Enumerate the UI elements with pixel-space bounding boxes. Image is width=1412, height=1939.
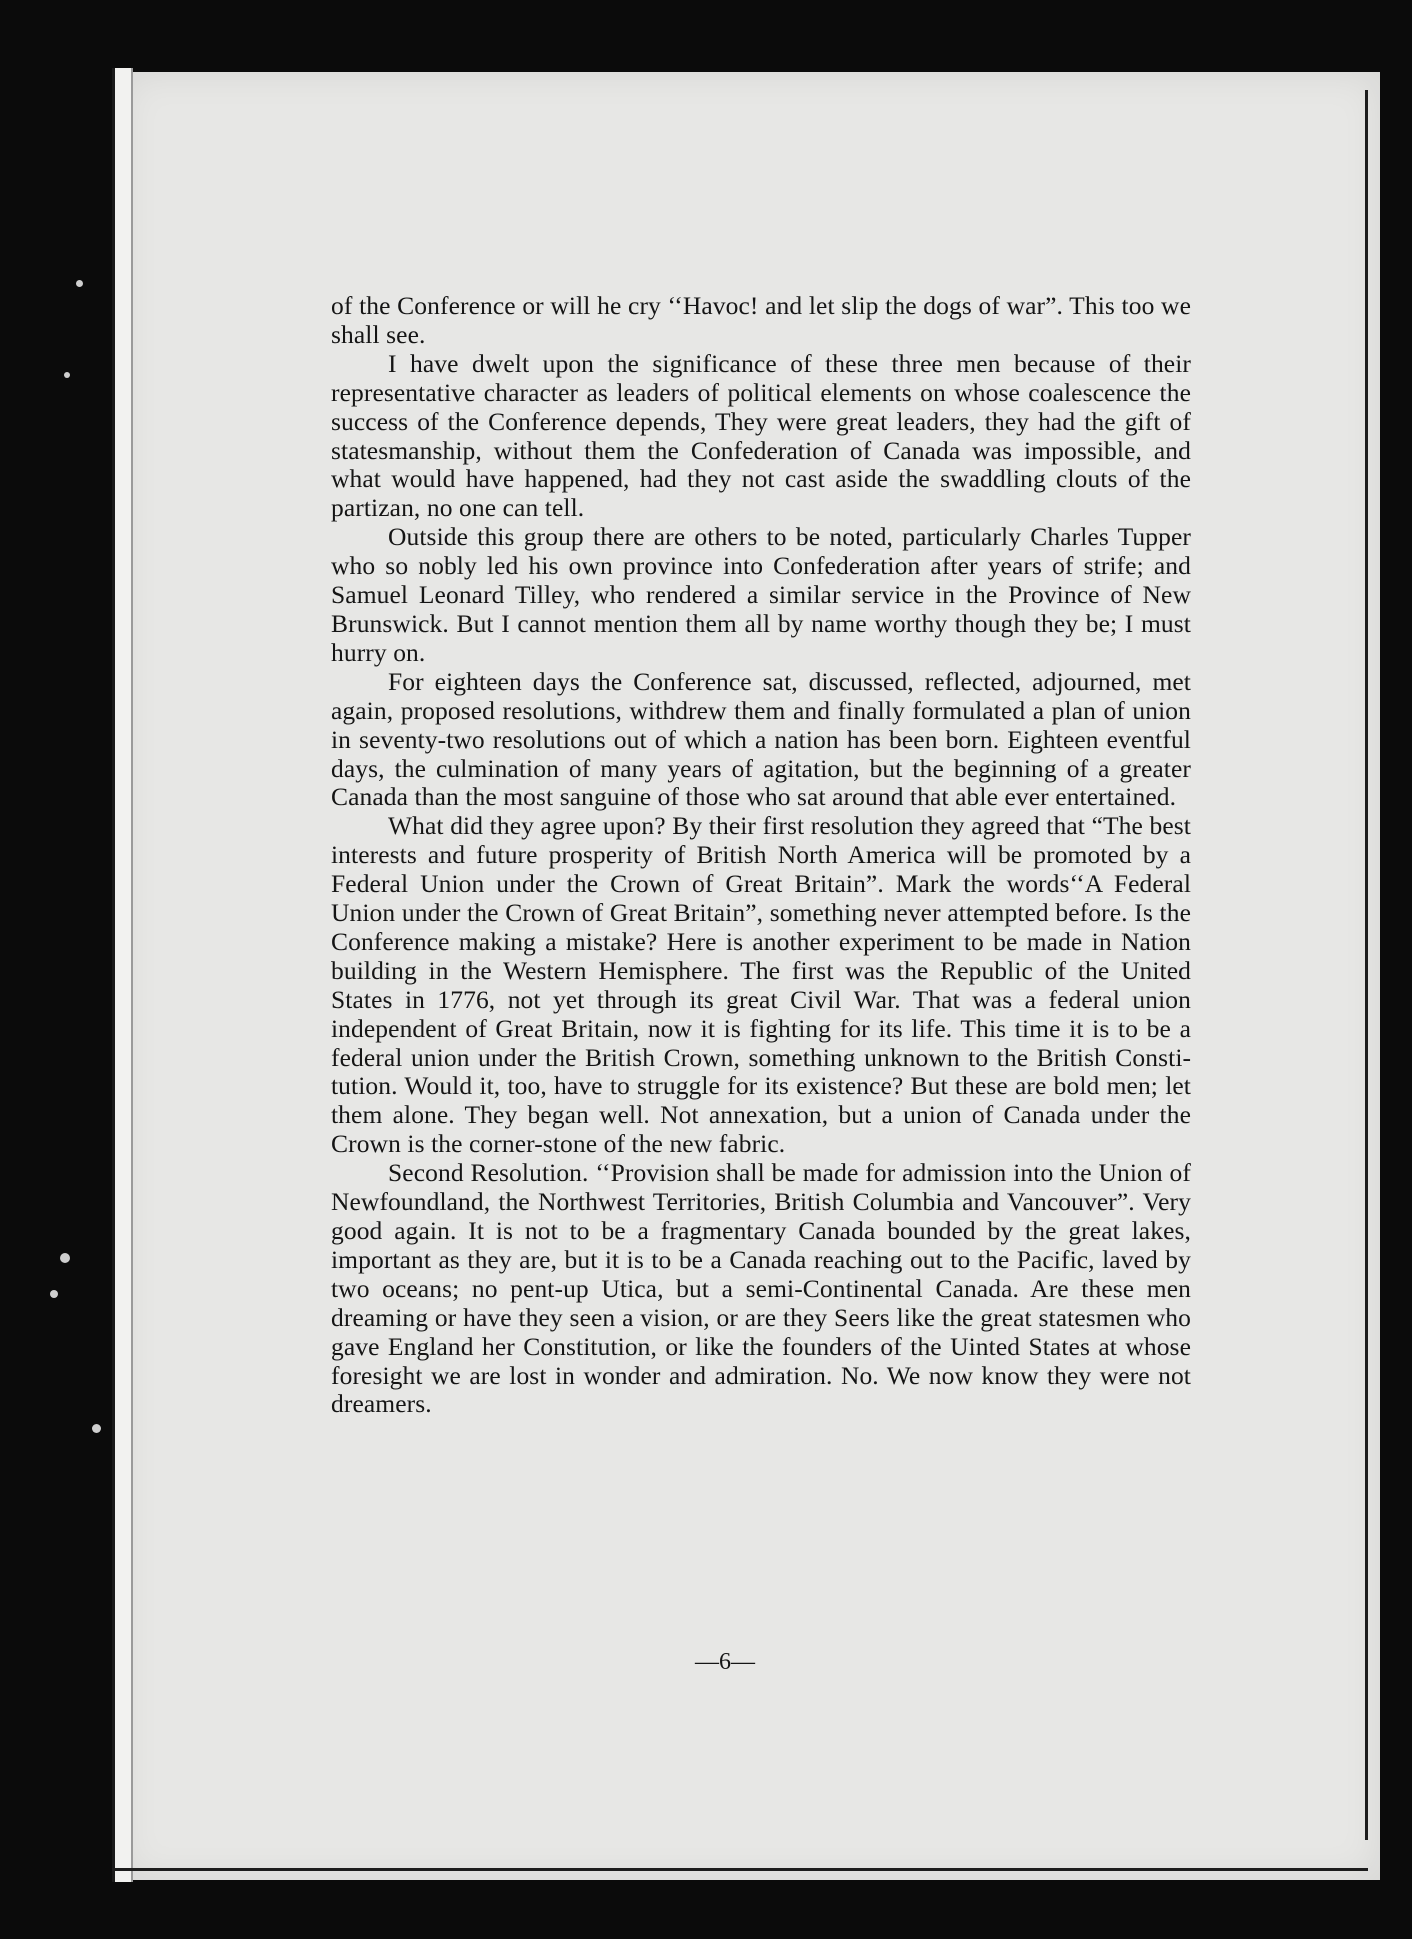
- paragraph: What did they agree upon? By their first resolution they agreed that “The best interests and future prosperity of British North America will be promoted by a Federal Union under the Crown of Great Britain”. Mark the words‘‘A Federal Union under the Crown of Great Britain”, something never attempted before. Is the Conference making a mistake? Here is another experiment to be made in Nation building in the Western Hemisphere. The first was the Republic of the United States in 1776, not yet through its great Civil War. That was a federal union independent of Great Britain, now it is fighting for its life. This time it is to be a federal union under the British Crown, something unknown to the British Constitution. Would it, too, have to struggle for its existence? But these are bold men; let them alone. They began well. Not annexation, but a union of Canada under the Crown is the corner-stone of the new fabric.: [331, 811, 1191, 1159]
- scan-speck: [76, 280, 83, 287]
- body-text: [331, 292, 1191, 1419]
- bottom-page-edge: [112, 1868, 1368, 1871]
- page-number-row: [0, 1649, 1412, 1676]
- scan-speck: [64, 372, 70, 378]
- paragraph-continuation: of the Conference or will he cry ‘‘Havoc! and let slip the dogs of war”. This too we shall see.: [331, 291, 1191, 349]
- paragraph: Outside this group there are others to be noted, particularly Charles Tupper who so nobly led his own province into Confederation after years of strife; and Samuel Leonard Tilley, who rendered a similar service in the Province of New Brunswick. But I cannot mention them all by name worthy though they be; I must hurry on.: [331, 522, 1191, 667]
- paragraph: Second Resolution. ‘‘Provision shall be made for admission into the Union of Newfoundland, the Northwest Territories, British Columbia and Vancouver”. Very good again. It is not to be a fragmentary Canada bounded by the great lakes, important as they are, but it is to be a Canada reaching out to the Pacific, laved by two oceans; no pent-up Utica, but a semi-Continental Canada. Are these men dreaming or have they seen a vision, or are they Seers like the great statesmen who gave England her Constitution, or like the founders of the Uinted States at whose foresight we are lost in wonder and admiration. No. We now know they were not dreamers.: [331, 1158, 1191, 1419]
- paragraph: I have dwelt upon the significance of these three men because of their representative character as leaders of political elements on whose coalescence the success of the Conference depends, They were great leaders, they had the gift of statesmanship, without them the Confederation of Canada was impossible, and what would have happened, had they not cast aside the swaddling clouts of the partizan, no one can tell.: [331, 348, 1191, 523]
- paragraph: For eighteen days the Conference sat, discussed, reflected, adjourned, met again, proposed resolutions, withdrew them and finally formulated a plan of union in seventy-two resolutions out of which a nation has been born. Eighteen eventful days, the culmination of many years of agitation, but the beginning of a greater Canada than the most sanguine of those who sat around that able ever entertained.: [331, 666, 1191, 812]
- page-binding-edge: [112, 68, 133, 1882]
- right-page-edge: [1365, 90, 1368, 1840]
- page-number: —6—: [695, 1649, 755, 1675]
- scan-speck: [60, 1253, 70, 1263]
- scan-speck: [92, 1424, 101, 1433]
- scan-speck: [50, 1290, 58, 1298]
